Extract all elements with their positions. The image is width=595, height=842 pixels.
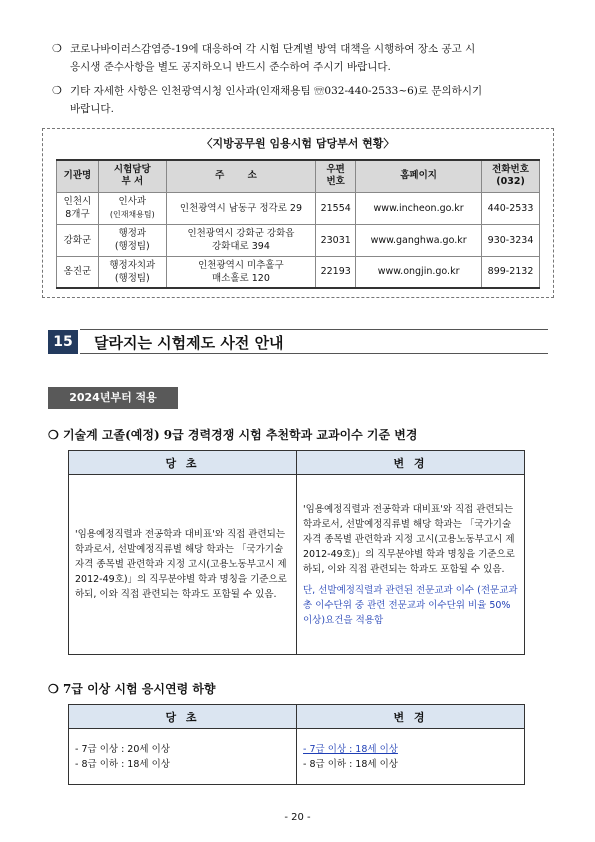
item1-after-note: 단, 선발예정직렬과 관련된 전문교과 이수 (전문교과 총 이수단위 중 관련 전문교과 이수단위 비율 50%이상)요건을 적용함 [303,584,518,626]
table-row [57,224,540,256]
header-agency: 기관명 [57,160,99,192]
dept-cell: 행정자치과 (행정팀) [98,256,166,288]
item2-after-changed: - 7급 이상 : 18세 이상 [303,743,398,755]
header-address: 주 소 [166,160,316,192]
table-header-row [57,160,540,192]
effective-year-tag: 2024년부터 적용 [48,387,178,409]
item1-before-cell: '임용예정직렬과 전공학과 대비표'와 직접 관련되는 학과로서, 선발예정직류별 해당 학과는 「국가기술 자격 종목별 관련학과 지정 고시(고용노동부고시 제2012-49호)」의 직무분야별 학과 명칭을 기준으로 하되, 이와 직접 관련되는 학과도 포함될 수 있음. [69,475,297,655]
contact-notice-line2: 바랍니다. [70,103,114,115]
section-number-badge: 15 [48,330,78,354]
hollow-circle-bullet-icon: ❍ [52,42,62,55]
department-info-box [42,128,554,298]
section-title: 달라지는 시험제도 사전 안내 [94,334,284,352]
header-zip: 우편 번호 [316,160,356,192]
tel-cell: 440-2533 [482,192,540,224]
item2-comparison-table [68,704,525,785]
department-table [56,159,540,289]
item2-before-header: 당 초 [69,705,297,729]
hollow-circle-bullet-icon: ❍ [48,682,59,696]
section-header [48,330,548,354]
web-cell[interactable]: www.ganghwa.go.kr [356,224,482,256]
item1-comparison-table [68,450,525,655]
hollow-circle-bullet-icon: ❍ [48,428,59,442]
agency-cell: 강화군 [57,224,99,256]
section-bottom-rule [80,353,548,354]
header-tel: 전화번호 (032) [482,160,540,192]
dept-cell: 인사과 (인재채용팀) [98,192,166,224]
item1-heading: ❍ 기술계 고졸(예정) 9급 경력경쟁 시험 추천학과 교과이수 기준 변경 [48,428,418,442]
web-cell[interactable]: www.incheon.go.kr [356,192,482,224]
header-dept: 시험담당 부 서 [98,160,166,192]
table-row [57,256,540,288]
zip-cell: 21554 [316,192,356,224]
item2-after-cell: - 7급 이상 : 18세 이상 - 8급 이하 : 18세 이상 [297,729,525,785]
section-top-rule [80,329,548,330]
dept-cell: 행정과 (행정팀) [98,224,166,256]
contact-notice-line1: 기타 자세한 사항은 인천광역시청 인사과(인재채용팀 ☏032-440-2533~6)로 문의하시기 [70,85,483,97]
table-row [57,192,540,224]
agency-cell: 인천시 8개구 [57,192,99,224]
covid-notice [52,40,564,76]
address-cell: 인천광역시 강화군 강화읍 강화대로 394 [166,224,316,256]
item2-heading: ❍ 7급 이상 시험 응시연령 하향 [48,682,216,696]
zip-cell: 23031 [316,224,356,256]
item1-after-cell: '임용예정직렬과 전공학과 대비표'와 직접 관련되는 학과로서, 선발예정직류별 해당 학과는 「국가기술 자격 종목별 관련학과 지정 고시(고용노동부고시 제2012-49호)」의 직무분야별 학과 명칭을 기준으로 하되, 이와 직접 관련되는 학과도 포함될 수 있음. 단, 선발예정직렬과 관련된 전문교과 이수 (전문교과 총 이수단위 중 관련 전문교과 이수단위 비율 50%이상)요건을 적용함 [297,475,525,655]
item1-before-header: 당 초 [69,451,297,475]
page-number: - 20 - [284,812,311,823]
covid-notice-line2: 응시생 준수사항을 별도 공지하오니 반드시 준수하여 주시기 바랍니다. [70,61,391,73]
header-web: 홈페이지 [356,160,482,192]
web-cell[interactable]: www.ongjin.go.kr [356,256,482,288]
agency-cell: 옹진군 [57,256,99,288]
address-cell: 인천광역시 미추홀구 매소홀로 120 [166,256,316,288]
tel-cell: 899-2132 [482,256,540,288]
item2-after-header: 변 경 [297,705,525,729]
item1-after-header: 변 경 [297,451,525,475]
contact-notice [52,82,564,118]
department-box-title: 〈지방공무원 임용시험 담당부서 현황〉 [201,137,395,150]
hollow-circle-bullet-icon: ❍ [52,84,62,97]
zip-cell: 22193 [316,256,356,288]
covid-notice-line1: 코로나바이러스감염증-19에 대응하여 각 시험 단계별 방역 대책을 시행하여 장소 공고 시 [70,43,476,55]
address-cell: 인천광역시 남동구 정각로 29 [166,192,316,224]
item2-before-cell: - 7급 이상 : 20세 이상 - 8급 이하 : 18세 이상 [69,729,297,785]
tel-cell: 930-3234 [482,224,540,256]
